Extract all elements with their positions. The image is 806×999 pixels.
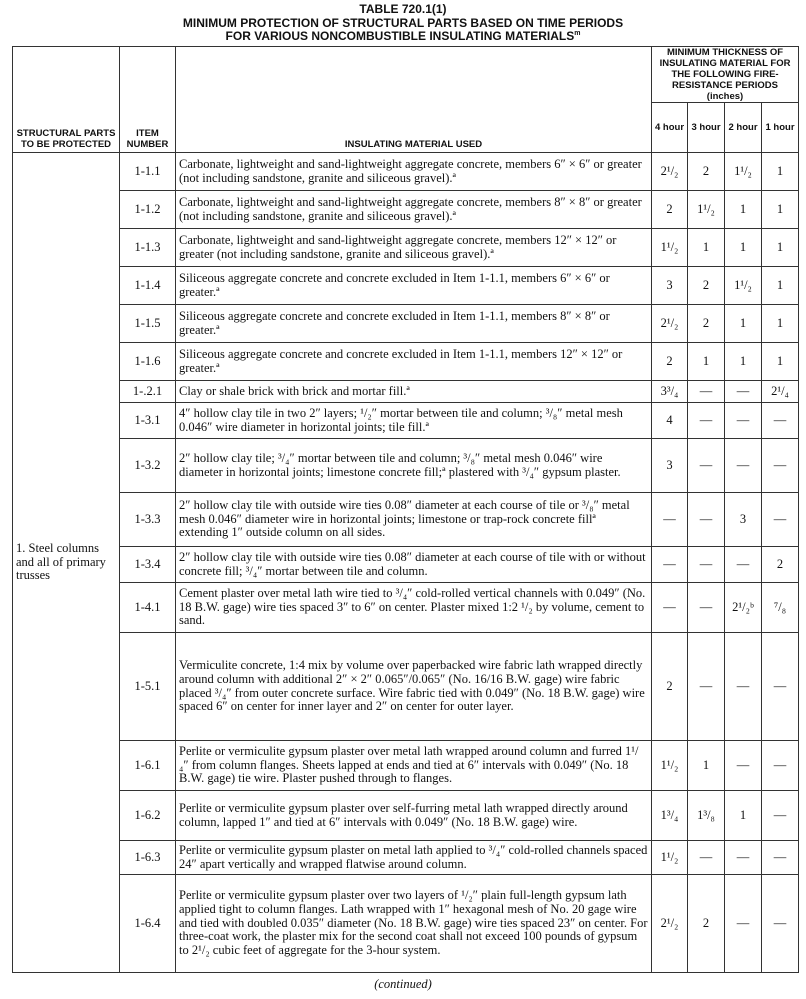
value-4-hour-cell: 3³/₄ <box>652 381 688 403</box>
value-1-hour-cell: 2 <box>762 547 799 583</box>
item-number-cell: 1-1.3 <box>120 229 176 267</box>
material-cell: Perlite or vermiculite gypsum plaster over metal lath wrapped around column and furred 1¹/₄″ from column flanges. Sheets lapped at ends and tied at 6″ intervals with 0.049″ (No. 18 B.W. gage) tie wire. Plaster pushed through to flanges. <box>176 741 652 791</box>
value-3-hour-cell: — <box>688 547 725 583</box>
value-4-hour-cell: 1¹/₂ <box>652 841 688 875</box>
header-item-number: ITEM NUMBER <box>120 47 176 153</box>
value-2-hour-cell: — <box>725 403 762 439</box>
table-row <box>13 267 799 305</box>
value-1-hour-cell: — <box>762 791 799 841</box>
item-number-cell: 1-5.1 <box>120 633 176 741</box>
table-row <box>13 547 799 583</box>
item-number-cell: 1-6.2 <box>120 791 176 841</box>
value-3-hour-cell: — <box>688 841 725 875</box>
table-row <box>13 343 799 381</box>
value-1-hour-cell: — <box>762 841 799 875</box>
value-2-hour-cell: 3 <box>725 493 762 547</box>
table-row <box>13 403 799 439</box>
table-row <box>13 841 799 875</box>
material-cell: Siliceous aggregate concrete and concrete excluded in Item 1-1.1, members 6″ × 6″ or greater.ª <box>176 267 652 305</box>
value-1-hour-cell: 2¹/₄ <box>762 381 799 403</box>
value-1-hour-cell: — <box>762 633 799 741</box>
material-cell: Carbonate, lightweight and sand-lightweight aggregate concrete, members 8″ × 8″ or greater (not including sandstone, granite and siliceous gravel).ª <box>176 191 652 229</box>
item-number-cell: 1-3.3 <box>120 493 176 547</box>
value-2-hour-cell: 1 <box>725 305 762 343</box>
item-number-cell: 1-6.3 <box>120 841 176 875</box>
value-2-hour-cell: — <box>725 439 762 493</box>
table-title-line-2 <box>0 29 806 43</box>
table-row <box>13 791 799 841</box>
table-row <box>13 381 799 403</box>
value-3-hour-cell: — <box>688 381 725 403</box>
material-cell: Carbonate, lightweight and sand-lightweight aggregate concrete, members 12″ × 12″ or greater (not including sandstone, granite and siliceous gravel).ª <box>176 229 652 267</box>
value-4-hour-cell: 4 <box>652 403 688 439</box>
value-1-hour-cell: — <box>762 439 799 493</box>
value-3-hour-cell: — <box>688 493 725 547</box>
table-row <box>13 875 799 973</box>
header-3-hour: 3 hour <box>688 103 725 153</box>
value-4-hour-cell: — <box>652 547 688 583</box>
value-2-hour-cell: — <box>725 741 762 791</box>
value-1-hour-cell: 1 <box>762 153 799 191</box>
item-number-cell: 1-1.1 <box>120 153 176 191</box>
material-cell: Clay or shale brick with brick and mortar fill.ª <box>176 381 652 403</box>
value-4-hour-cell: 2 <box>652 343 688 381</box>
value-4-hour-cell: — <box>652 583 688 633</box>
structural-part-cell: 1. Steel columns and all of primary trusses <box>13 153 120 973</box>
value-1-hour-cell: 1 <box>762 343 799 381</box>
value-4-hour-cell: 2¹/₂ <box>652 153 688 191</box>
value-4-hour-cell: 3 <box>652 439 688 493</box>
value-1-hour-cell: — <box>762 493 799 547</box>
value-3-hour-cell: — <box>688 403 725 439</box>
value-1-hour-cell: 1 <box>762 267 799 305</box>
material-cell: Carbonate, lightweight and sand-lightweight aggregate concrete, members 6″ × 6″ or greater (not including sandstone, granite and siliceous gravel).ª <box>176 153 652 191</box>
item-number-cell: 1-1.5 <box>120 305 176 343</box>
item-number-cell: 1-3.1 <box>120 403 176 439</box>
material-cell: Perlite or vermiculite gypsum plaster over self-furring metal lath wrapped directly around column, lapped 1″ and tied at 6″ intervals with 0.049″ (No. 18 B.W. gage) wire. <box>176 791 652 841</box>
item-number-cell: 1-6.4 <box>120 875 176 973</box>
continued-note: (continued) <box>374 977 432 991</box>
value-4-hour-cell: 1³/₄ <box>652 791 688 841</box>
value-3-hour-cell: 1³/₈ <box>688 791 725 841</box>
table-row <box>13 493 799 547</box>
item-number-cell: 1-1.4 <box>120 267 176 305</box>
table-row <box>13 229 799 267</box>
table-title-line-1: MINIMUM PROTECTION OF STRUCTURAL PARTS BASED ON TIME PERIODS <box>182 16 624 30</box>
table-row <box>13 741 799 791</box>
value-1-hour-cell: 1 <box>762 305 799 343</box>
value-4-hour-cell: 3 <box>652 267 688 305</box>
item-number-cell: 1-3.2 <box>120 439 176 493</box>
value-2-hour-cell: 2¹/₂ᵇ <box>725 583 762 633</box>
material-cell: Siliceous aggregate concrete and concrete excluded in Item 1-1.1, members 8″ × 8″ or greater.ª <box>176 305 652 343</box>
protection-table <box>12 46 799 973</box>
material-cell: Perlite or vermiculite gypsum plaster on metal lath applied to ³/₄″ cold-rolled channels spaced 24″ apart vertically and wrapped flatwise around column. <box>176 841 652 875</box>
value-2-hour-cell: — <box>725 633 762 741</box>
material-cell: Perlite or vermiculite gypsum plaster over two layers of ¹/₂″ plain full-length gypsum lath applied tight to column flanges. Lath wrapped with 1″ hexagonal mesh of No. 20 gage wire and tied with doubled 0.035″ diameter (No. 18 B.W. gage) wire ties spaced 23″ on center. For three-coat work, the plaster mix for the second coat shall not exceed 100 pounds of gypsum to 2¹/₂ cubic feet of aggregate for the 3-hour system. <box>176 875 652 973</box>
value-2-hour-cell: 1¹/₂ <box>725 153 762 191</box>
value-3-hour-cell: 1 <box>688 343 725 381</box>
material-cell: 2″ hollow clay tile; ³/₄″ mortar between tile and column; ³/₈″ metal mesh 0.046″ wire diameter in horizontal joints; limestone concrete fill;ª plastered with ³/₄″ gypsum plaster. <box>176 439 652 493</box>
table-row <box>13 633 799 741</box>
header-thickness-group: MINIMUM THICKNESS OF INSULATING MATERIAL FOR THE FOLLOWING FIRE-RESISTANCE PERIODS (inches) <box>652 47 799 103</box>
item-number-cell: 1-6.1 <box>120 741 176 791</box>
value-1-hour-cell: — <box>762 403 799 439</box>
header-2-hour: 2 hour <box>725 103 762 153</box>
value-4-hour-cell: — <box>652 493 688 547</box>
value-1-hour-cell: 1 <box>762 229 799 267</box>
table-title-line-2-text: FOR VARIOUS NONCOMBUSTIBLE INSULATING MATERIALS <box>225 29 575 43</box>
table-row <box>13 191 799 229</box>
value-1-hour-cell: 1 <box>762 191 799 229</box>
value-2-hour-cell: — <box>725 381 762 403</box>
item-number-cell: 1-1.2 <box>120 191 176 229</box>
value-2-hour-cell: 1¹/₂ <box>725 267 762 305</box>
value-3-hour-cell: 2 <box>688 153 725 191</box>
value-4-hour-cell: 2 <box>652 633 688 741</box>
value-4-hour-cell: 2¹/₂ <box>652 875 688 973</box>
item-number-cell: 1-.2.1 <box>120 381 176 403</box>
table-row <box>13 153 799 191</box>
value-3-hour-cell: — <box>688 583 725 633</box>
material-cell: 4″ hollow clay tile in two 2″ layers; ¹/₂″ mortar between tile and column; ³/₈″ metal mesh 0.046″ wire diameter in horizontal joints; tile fill.ª <box>176 403 652 439</box>
value-1-hour-cell: — <box>762 741 799 791</box>
header-insulating-material: INSULATING MATERIAL USED <box>176 47 652 153</box>
material-cell: 2″ hollow clay tile with outside wire ties 0.08″ diameter at each course of tile or ³/₈″ metal mesh 0.046″ diameter wire in horizontal joints; limestone or trap-rock concrete fillª extending 1″ outside column on all sides. <box>176 493 652 547</box>
header-4-hour: 4 hour <box>652 103 688 153</box>
value-2-hour-cell: — <box>725 875 762 973</box>
value-2-hour-cell: 1 <box>725 229 762 267</box>
value-2-hour-cell: 1 <box>725 343 762 381</box>
value-3-hour-cell: 1 <box>688 229 725 267</box>
value-2-hour-cell: 1 <box>725 791 762 841</box>
value-4-hour-cell: 2¹/₂ <box>652 305 688 343</box>
header-1-hour: 1 hour <box>762 103 799 153</box>
item-number-cell: 1-1.6 <box>120 343 176 381</box>
table-row <box>13 583 799 633</box>
table-row <box>13 439 799 493</box>
value-3-hour-cell: 1¹/₂ <box>688 191 725 229</box>
value-3-hour-cell: 2 <box>688 875 725 973</box>
value-4-hour-cell: 1¹/₂ <box>652 741 688 791</box>
item-number-cell: 1-4.1 <box>120 583 176 633</box>
item-number-cell: 1-3.4 <box>120 547 176 583</box>
value-2-hour-cell: 1 <box>725 191 762 229</box>
material-cell: Cement plaster over metal lath wire tied to ³/₄″ cold-rolled vertical channels with 0.049″ (No. 18 B.W. gage) wire ties spaced 3″ to 6″ on center. Plaster mixed 1:2 ¹/₂ by volume, cement to sand. <box>176 583 652 633</box>
table-title-footnote-mark: m <box>574 30 581 37</box>
value-2-hour-cell: — <box>725 547 762 583</box>
value-4-hour-cell: 1¹/₂ <box>652 229 688 267</box>
value-3-hour-cell: — <box>688 439 725 493</box>
header-structural-parts: STRUCTURAL PARTS TO BE PROTECTED <box>13 47 120 153</box>
value-4-hour-cell: 2 <box>652 191 688 229</box>
table-number: TABLE 720.1(1) <box>359 2 447 16</box>
value-3-hour-cell: — <box>688 633 725 741</box>
value-3-hour-cell: 1 <box>688 741 725 791</box>
value-1-hour-cell: ⁷/₈ <box>762 583 799 633</box>
value-3-hour-cell: 2 <box>688 305 725 343</box>
value-2-hour-cell: — <box>725 841 762 875</box>
value-3-hour-cell: 2 <box>688 267 725 305</box>
material-cell: 2″ hollow clay tile with outside wire ties 0.08″ diameter at each course of tile with or without concrete fill; ³/₄″ mortar between tile and column. <box>176 547 652 583</box>
value-1-hour-cell: — <box>762 875 799 973</box>
table-row <box>13 305 799 343</box>
material-cell: Siliceous aggregate concrete and concrete excluded in Item 1-1.1, members 12″ × 12″ or greater.ª <box>176 343 652 381</box>
material-cell: Vermiculite concrete, 1:4 mix by volume over paperbacked wire fabric lath wrapped directly around column with additional 2″ × 2″ 0.065″/0.065″ (No. 16/16 B.W. gage) wire fabric placed ³/₄″ from outer concrete surface. Wire fabric tied with 0.049″ (No. 18 B.W. gage) wire spaced 6″ on center for inner layer and 2″ on center for outer layer. <box>176 633 652 741</box>
